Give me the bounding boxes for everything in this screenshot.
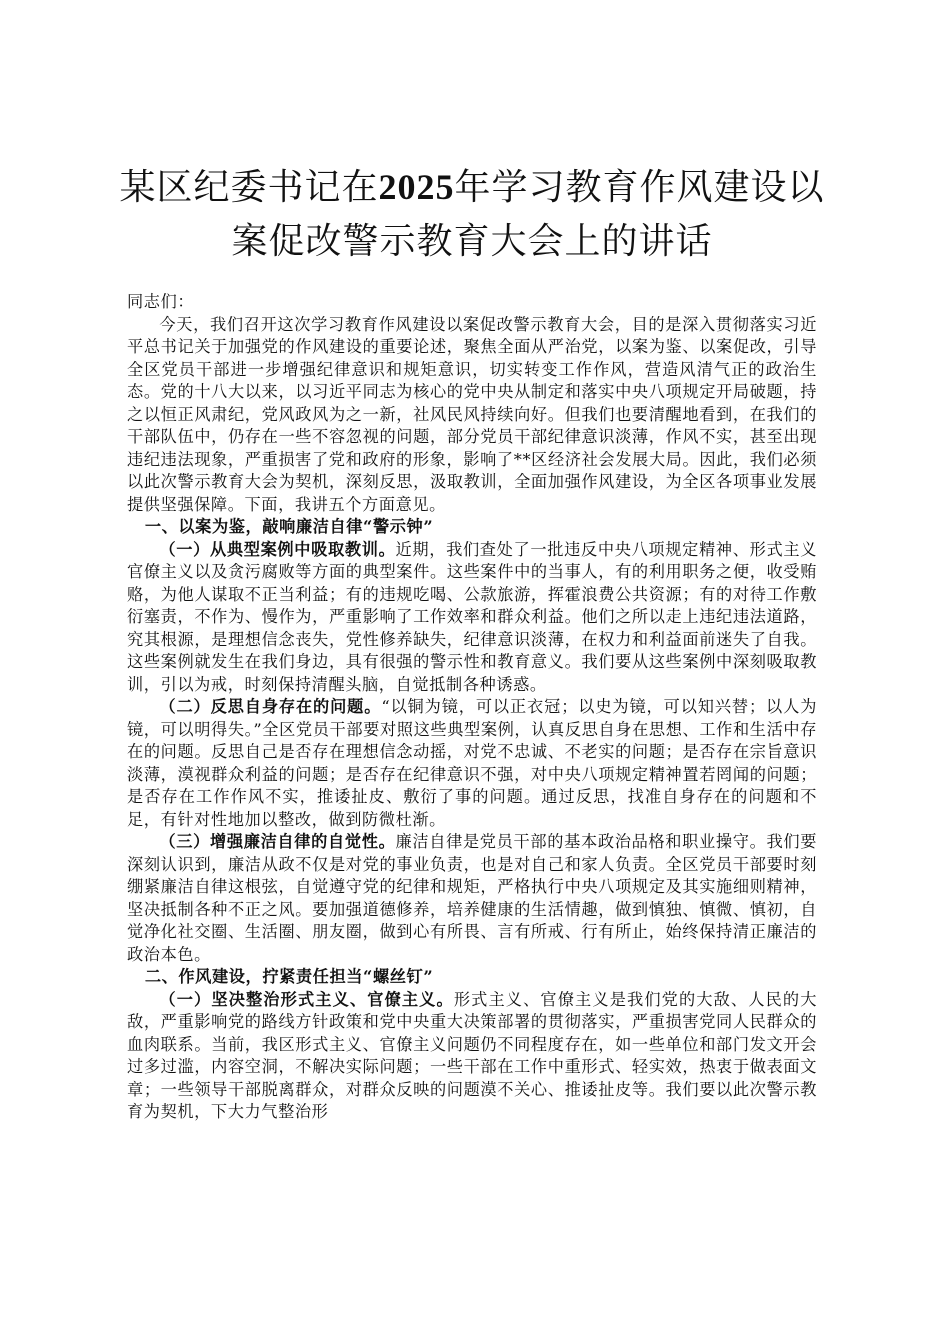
- paragraph-lead: （二）反思自身存在的问题。: [159, 697, 382, 716]
- paragraph-text: 形式主义、官僚主义是我们党的大敌、人民的大敌，严重影响党的路线方针政策和党中央重大决策部署的贯彻落实，严重损害党同人民群众的血肉联系。当前，我区形式主义、官僚主义问题仍不同程度存在，如一些单位和部门发文开会过多过滥，内容空洞，不解决实际问题；一些干部在工作中重形式、轻实效，热衷于做表面文章；一些领导干部脱离群众，对群众反映的问题漠不关心、推诿扯皮等。我们要以此次警示教育为契机，下大力气整治形: [127, 989, 817, 1121]
- intro-paragraph: 今天，我们召开这次学习教育作风建设以案促改警示教育大会，目的是深入贯彻落实习近平总书记关于加强党的作风建设的重要论述，聚焦全面从严治党，以案为鉴、以案促改，引导全区党员干部进一步增强纪律意识和规矩意识，切实转变工作作风，营造风清气正的政治生态。党的十八大以来，以习近平同志为核心的党中央从制定和落实中央八项规定开局破题，持之以恒正风肃纪，党风政风为之一新，社风民风持续向好。但我们也要清醒地看到，在我们的干部队伍中，仍存在一些不容忽视的问题，部分党员干部纪律意识淡薄，作风不实，甚至出现违纪违法现象，严重损害了党和政府的形象，影响了**区经济社会发展大局。因此，我们必须以此次警示教育大会为契机，深刻反思，汲取教训，全面加强作风建设，为全区各项事业发展提供坚强保障。下面，我讲五个方面意见。: [127, 314, 817, 514]
- title-line-1: 某区纪委书记在2025年学习教育作风建设以: [119, 167, 825, 208]
- title-line-2: 案促改警示教育大会上的讲话: [231, 221, 713, 262]
- paragraph: [127, 831, 817, 966]
- salutation: 同志们：: [127, 292, 195, 311]
- paragraph-text: 近期，我们查处了一批违反中央八项规定精神、形式主义官僚主义以及贪污腐败等方面的典型案件。这些案件中的当事人，有的利用职务之便，收受贿赂，为他人谋取不正当利益；有的违规吃喝、公款旅游，挥霍浪费公共资源；有的对待工作敷衍塞责，不作为、慢作为，严重影响了工作效率和群众利益。他们之所以走上违纪违法道路，究其根源，是理想信念丧失，党性修养缺失，纪律意识淡薄，在权力和利益面前迷失了自我。这些案例就发生在我们身边，具有很强的警示性和教育意义。我们要从这些案例中深刻吸取教训，引以为戒，时刻保持清醒头脑，自觉抵制各种诱惑。: [127, 539, 817, 694]
- title-year: 2025: [378, 167, 455, 207]
- paragraph: [127, 989, 817, 1124]
- document-page: [119, 160, 825, 1124]
- paragraph: [127, 696, 817, 831]
- paragraph-text: 廉洁自律是党员干部的基本政治品格和职业操守。我们要深刻认识到，廉洁从政不仅是对党的事业负责，也是对自己和家人负责。全区党员干部要时刻绷紧廉洁自律这根弦，自觉遵守党的纪律和规矩，严格执行中央八项规定及其实施细则精神，坚决抵制各种不正之风。要加强道德修养，培养健康的生活情趣，做到慎独、慎微、慎初，自觉净化社交圈、生活圈、朋友圈，做到心有所畏、言有所戒、行有所止，始终保持清正廉洁的政治本色。: [127, 832, 817, 964]
- document-body: [127, 291, 817, 1124]
- section-heading-2: 二、作风建设，拧紧责任担当“螺丝钉”: [144, 967, 434, 986]
- section-heading-1: 一、以案为鉴，敲响廉洁自律“警示钟”: [144, 517, 434, 536]
- paragraph-text: “以铜为镜，可以正衣冠；以史为镜，可以知兴替；以人为镜，可以明得失。”全区党员干部要对照这些典型案例，认真反思自身在思想、工作和生活中存在的问题。反思自己是否存在理想信念动摇，对党不忠诚、不老实的问题；是否存在宗旨意识淡薄，漠视群众利益的问题；是否存在纪律意识不强，对中央八项规定精神置若罔闻的问题；是否存在工作作风不实，推诿扯皮、敷衍了事的问题。通过反思，找准自身存在的问题和不足，有针对性地加以整改，做到防微杜渐。: [127, 697, 817, 829]
- paragraph: [127, 539, 817, 697]
- paragraph-lead: （三）增强廉洁自律的自觉性。: [159, 832, 396, 851]
- document-title: [107, 160, 837, 269]
- paragraph-lead: （一）坚决整治形式主义、官僚主义。: [159, 989, 454, 1009]
- paragraph-lead: （一）从典型案例中吸取教训。: [159, 539, 396, 559]
